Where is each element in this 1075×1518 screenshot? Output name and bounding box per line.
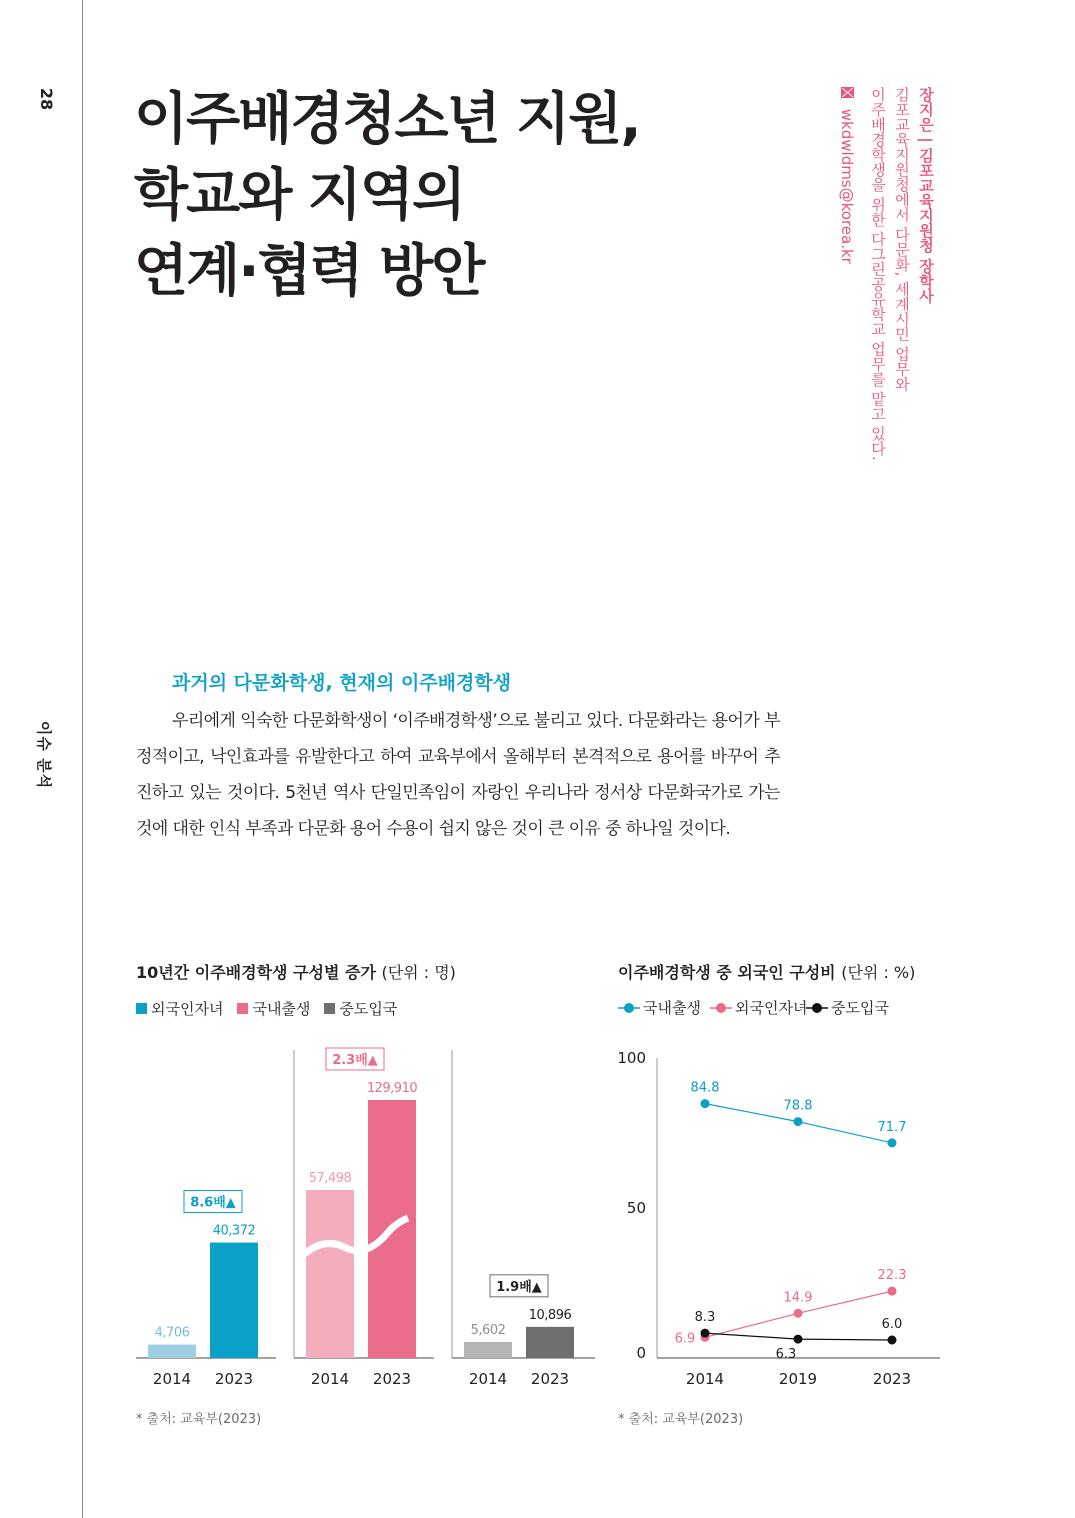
chart1-unit: (단위 : 명): [381, 963, 456, 982]
legend-item: [136, 998, 223, 1019]
data-label: 84.8: [690, 1080, 720, 1096]
author-email-text[interactable]: wkdwldms@korea.kr: [838, 108, 856, 264]
x-tick-label: 2023: [214, 1370, 254, 1388]
y-tick-label: 0: [636, 1344, 646, 1362]
data-label: 14.9: [783, 1290, 813, 1306]
y-tick-label: 100: [617, 1049, 646, 1067]
bar-value-label: 4,706: [154, 1325, 190, 1341]
x-tick-label: 2014: [152, 1370, 192, 1388]
bar: [148, 1345, 196, 1358]
growth-label: 2.3배▲: [332, 1053, 378, 1068]
y-tick-label: 50: [626, 1199, 646, 1217]
line-chart: [610, 1040, 950, 1400]
x-tick-label: 2014: [310, 1370, 350, 1388]
data-label: 6.3: [775, 1347, 797, 1363]
title-line: 연계·협력 방안: [134, 239, 484, 304]
body-text: 우리에게 익숙한 다문화학생이 ‘이주배경학생’으로 불리고 있다. 다문화라는 용어가 부정적이고, 낙인효과를 유발한다고 하여 교육부에서 올해부터 본격적으로 용어를 바꾸어 추진하고 있는 것이다. 5천년 역사 단일민족임이 자랑인 우리나라 정서상 다문화국가로 가는 것에 대한 인식 부족과 다문화 용어 수용이 쉽지 않은 것이 큰 이유 중 하나일 것이다.: [136, 711, 780, 839]
data-point: [794, 1335, 803, 1344]
legend-item: [237, 998, 310, 1019]
bar-value-label: 129,910: [366, 1081, 418, 1096]
legend-marker: [624, 1003, 634, 1013]
bar-value-label: 57,498: [308, 1171, 352, 1186]
data-point: [794, 1309, 803, 1318]
page-number: 28: [37, 87, 56, 111]
bar: [306, 1190, 354, 1358]
mail-icon: [841, 87, 854, 98]
data-label: 22.3: [877, 1268, 907, 1284]
author-desc-line: 이주배경학생을 위한 다그린공유학교 업무를 맡고 있다.: [869, 87, 887, 461]
legend-marker: [716, 1003, 726, 1013]
data-point: [888, 1336, 897, 1345]
x-tick-label: 2014: [685, 1370, 725, 1388]
chart2-title: [618, 960, 915, 983]
author-description: [866, 87, 914, 461]
bar-value-label: 40,372: [212, 1223, 256, 1239]
article-title: [134, 82, 774, 310]
chart1-legend: [136, 998, 397, 1019]
title-line: 이주배경청소년 지원,: [134, 87, 640, 152]
x-tick-label: 2023: [530, 1370, 570, 1388]
data-point: [701, 1099, 710, 1108]
data-point: [888, 1287, 897, 1296]
data-label: 8.3: [694, 1310, 716, 1326]
legend-label: 외국인자녀: [735, 999, 808, 1017]
legend-label: 외국인자녀: [151, 1000, 224, 1018]
data-label: 71.7: [877, 1119, 907, 1135]
section-tag: 이슈 분석: [35, 720, 53, 790]
chart2-unit: (단위 : %): [841, 963, 916, 982]
chart1-title-text: 10년간 이주배경학생 구성별 증가: [136, 963, 376, 982]
bar-value-label: 5,602: [470, 1322, 506, 1338]
data-point: [888, 1138, 897, 1147]
legend-label: 중도입국: [339, 1000, 398, 1018]
author-desc-line: 김포교육지원청에서 다문화, 세계시민 업무와: [893, 87, 911, 392]
x-tick-label: 2019: [778, 1370, 818, 1388]
chart1-source: * 출처: 교육부(2023): [136, 1412, 262, 1427]
margin-rule: [82, 0, 83, 1518]
legend-label: 국내출생: [643, 999, 701, 1017]
bar-chart: [130, 1040, 600, 1400]
growth-label: 8.6배▲: [190, 1195, 236, 1211]
title-line: 학교와 지역의: [134, 163, 465, 228]
author-email[interactable]: [838, 87, 856, 264]
x-tick-label: 2023: [372, 1370, 412, 1388]
data-point: [701, 1329, 710, 1338]
x-tick-label: 2014: [468, 1370, 508, 1388]
data-label: 6.9: [674, 1331, 696, 1347]
chart1-title: [136, 960, 456, 983]
legend-marker: [812, 1003, 822, 1013]
bar: [526, 1327, 574, 1358]
x-tick-label: 2023: [872, 1370, 912, 1388]
bar: [464, 1342, 512, 1358]
author-name: 장지은 | 김포교육지원청 장학사: [917, 87, 935, 304]
legend-item: [324, 998, 397, 1019]
legend-swatch: [136, 1003, 147, 1014]
body-paragraph: [136, 703, 780, 847]
chart2-legend: [616, 996, 916, 1020]
legend-label: 국내출생: [252, 1000, 311, 1018]
data-label: 78.8: [783, 1098, 813, 1114]
chart2-source: * 출처: 교육부(2023): [618, 1412, 744, 1427]
bar: [210, 1243, 258, 1358]
section-subhead: 과거의 다문화학생, 현재의 이주배경학생: [172, 672, 512, 694]
growth-label: 1.9배▲: [496, 1279, 542, 1295]
chart2-title-text: 이주배경학생 중 외국인 구성비: [618, 963, 836, 982]
legend-label: 중도입국: [831, 999, 889, 1017]
bar-value-label: 10,896: [528, 1307, 572, 1323]
legend-swatch: [237, 1003, 248, 1014]
legend-swatch: [324, 1003, 335, 1014]
data-point: [794, 1117, 803, 1126]
data-label: 6.0: [881, 1317, 903, 1332]
